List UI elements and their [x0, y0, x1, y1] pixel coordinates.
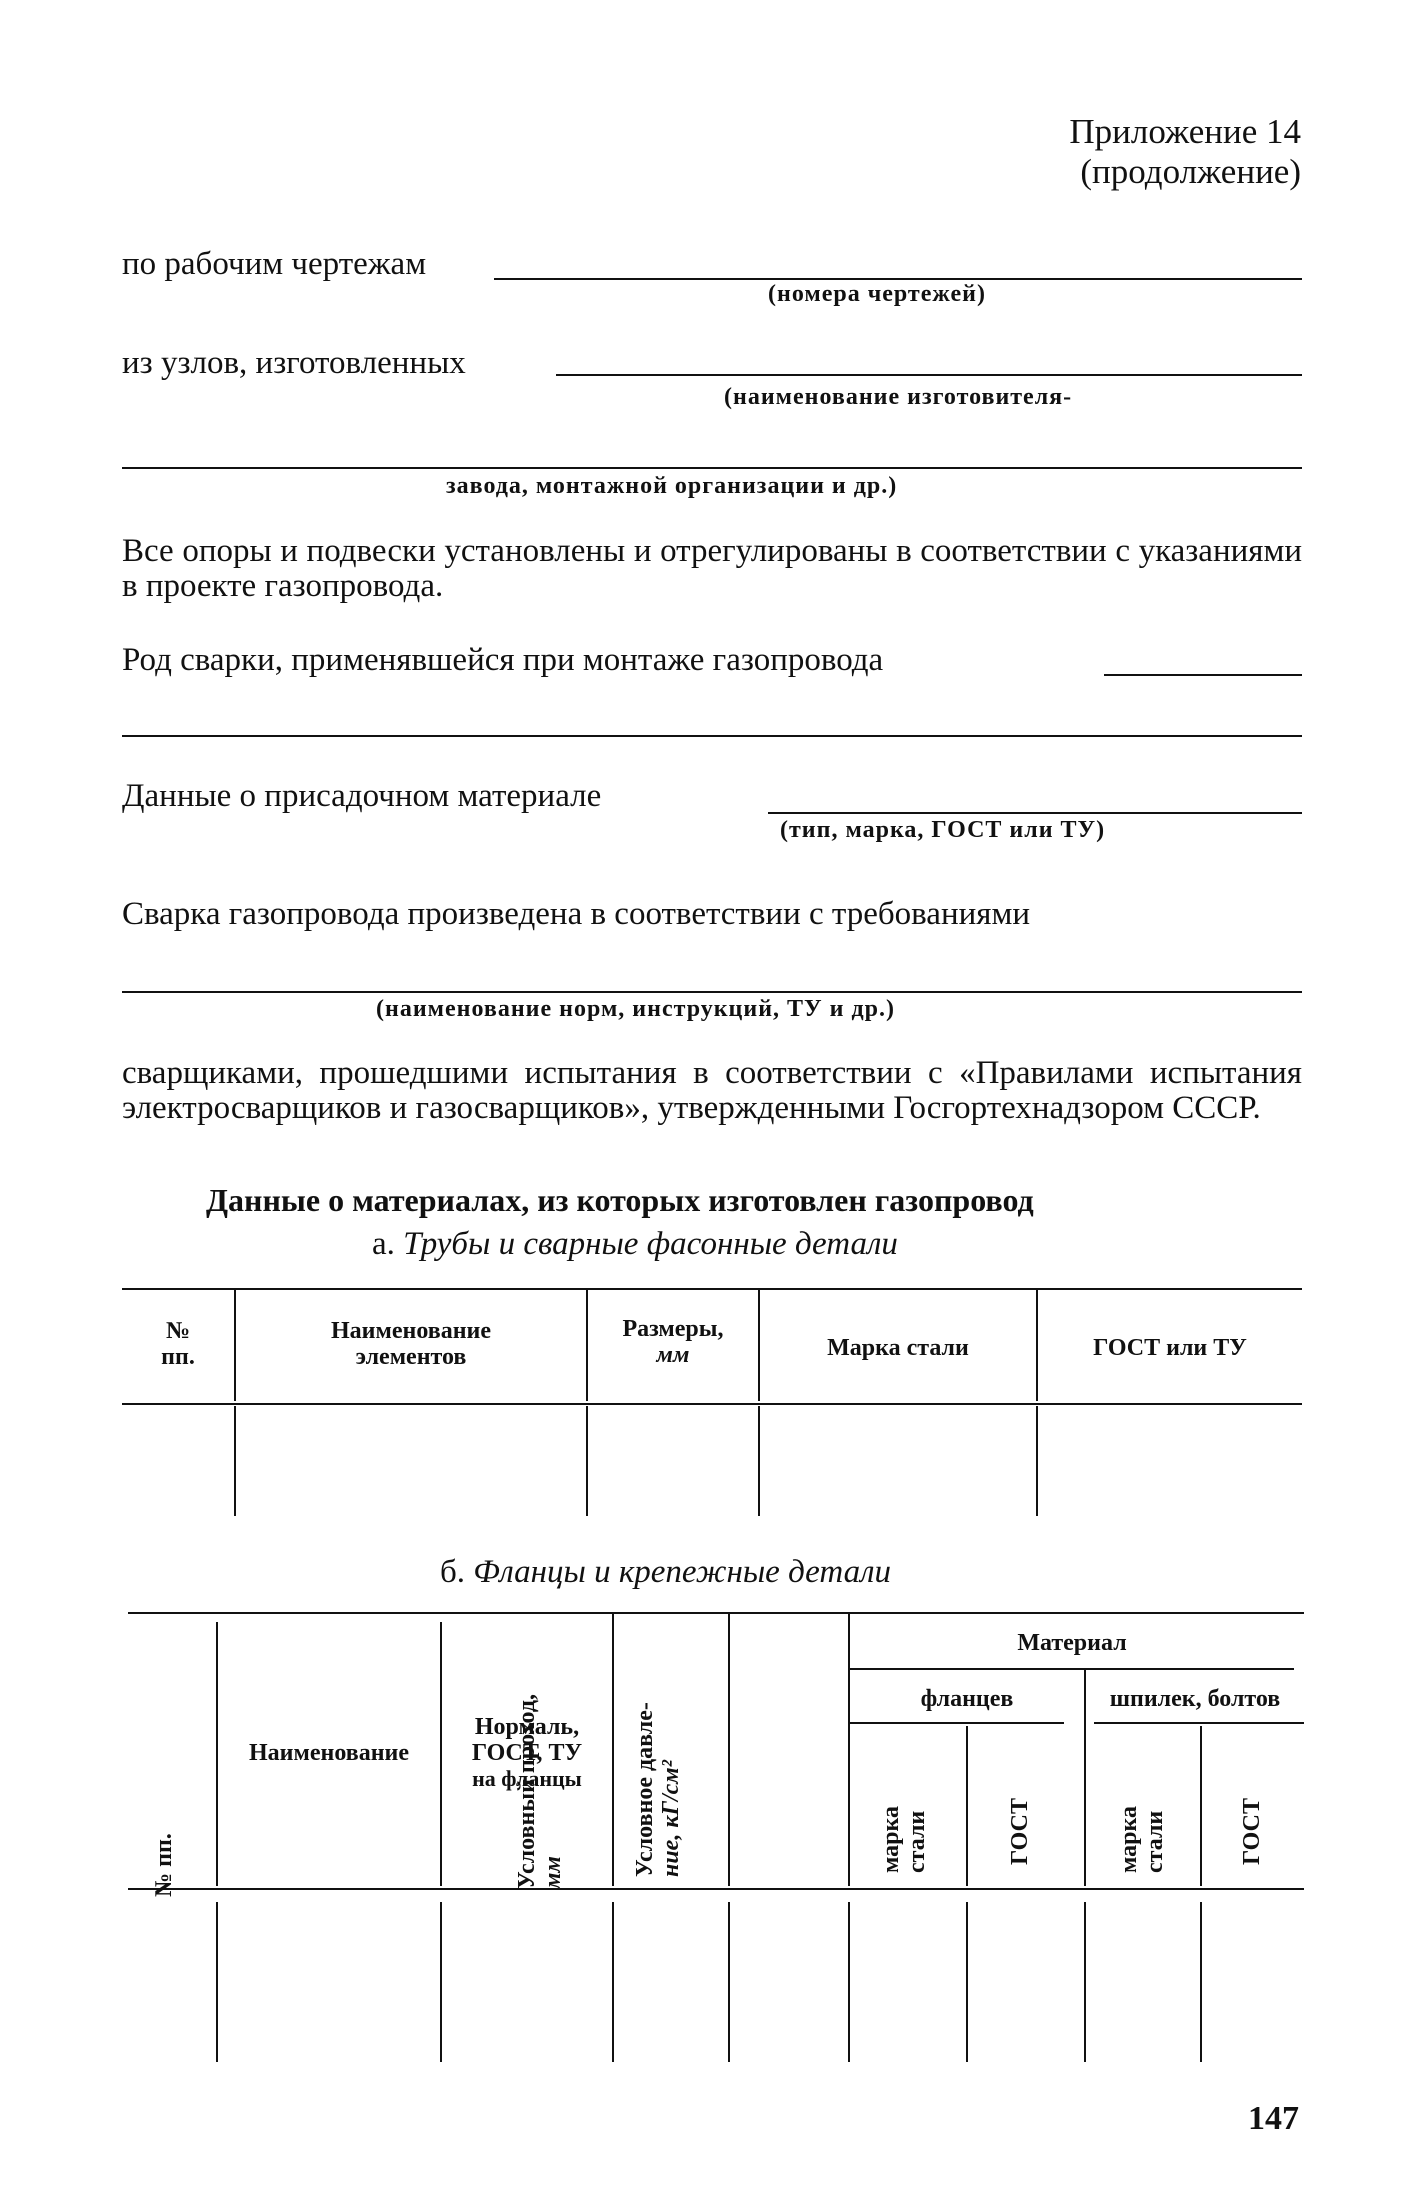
table-a-col-no-line1: №	[165, 1318, 191, 1344]
nodes-caption-1: (наименование изготовителя-	[724, 384, 1073, 410]
materials-title: Данные о материалах, из которых изготовлен газопровод	[206, 1182, 1034, 1218]
table-a-col-name-line1: Наименование	[331, 1318, 491, 1344]
nodes-caption-2: завода, монтажной организации и др.)	[446, 473, 898, 499]
welding-type-line-2	[122, 735, 1302, 737]
table-a-col-no-line2: пп.	[161, 1344, 195, 1370]
table-b-col-no: № пп.	[151, 1833, 177, 1897]
table-b-col-press-line1: Условное давле-	[632, 1702, 658, 1877]
table-b-col-norm-line1: Нормаль,	[474, 1714, 580, 1740]
table-b-header-rule	[128, 1888, 1304, 1890]
table-a-prefix: а.	[372, 1226, 404, 1262]
appendix-number: Приложение 14	[1069, 112, 1301, 151]
table-b-col-norm-line3: на фланцы	[472, 1766, 582, 1791]
table-b-flanges: фланцев	[920, 1686, 1014, 1712]
table-b-body-divider	[440, 1902, 442, 2062]
table-b-material: Материал	[1017, 1630, 1127, 1656]
table-b-col-press-line2: ние, кГ/см²	[658, 1760, 684, 1877]
table-b-flange-gost: ГОСТ	[1007, 1798, 1033, 1865]
table-b-stud-gost: ГОСТ	[1239, 1798, 1265, 1865]
filler-line	[768, 812, 1302, 814]
table-a-col-gost: ГОСТ или ТУ	[1093, 1335, 1247, 1361]
table-b-divider	[966, 1726, 968, 1886]
table-a-col-size	[588, 1316, 758, 1368]
table-b-caption	[440, 1554, 891, 1591]
table-b-flanges-rule	[850, 1722, 1064, 1724]
table-b-col-pass	[514, 1639, 570, 1889]
nodes-label: из узлов, изготовленных	[122, 345, 466, 381]
table-b-body-divider	[728, 1902, 730, 2062]
table-b-body-divider	[1200, 1902, 1202, 2062]
table-b-col-pass-line1: Условный проход,	[514, 1693, 540, 1889]
table-a-col-name-line2: элементов	[355, 1344, 467, 1370]
table-a-body-divider	[1036, 1406, 1038, 1516]
table-b-material-rule	[850, 1668, 1294, 1670]
table-b-stud-steel-line1: марка	[1116, 1806, 1142, 1873]
table-a-body-divider	[586, 1406, 588, 1516]
drawings-caption: (номера чертежей)	[768, 281, 986, 307]
table-b-stud-steel	[1116, 1763, 1172, 1873]
table-b-divider	[728, 1614, 730, 1886]
table-a-title: Трубы и сварные фасонные детали	[403, 1226, 898, 1262]
table-a-col-name	[236, 1318, 586, 1370]
table-b-divider	[1200, 1726, 1202, 1886]
filler-caption: (тип, марка, ГОСТ или ТУ)	[780, 817, 1106, 843]
table-a-body-divider	[758, 1406, 760, 1516]
table-b-studs-rule	[1094, 1722, 1304, 1724]
table-b-prefix: б.	[440, 1554, 474, 1590]
welding-type-label: Род сварки, применявшейся при монтаже газопровода	[122, 642, 884, 678]
table-b-body-divider	[848, 1902, 850, 2062]
welding-type-line	[1104, 674, 1302, 676]
table-b-col-name: Наименование	[249, 1740, 409, 1766]
table-a-col-size-unit: мм	[656, 1342, 690, 1368]
table-b-stud-steel-line2: стали	[1142, 1810, 1168, 1873]
table-b-col-pass-unit: мм	[540, 1856, 566, 1889]
table-b-flange-steel	[878, 1763, 934, 1873]
nodes-line	[556, 374, 1302, 376]
table-b-flange-steel-line1: марка	[878, 1806, 904, 1873]
table-b-studs: шпилек, болтов	[1109, 1686, 1281, 1712]
filler-label: Данные о присадочном материале	[122, 778, 602, 814]
welders-paragraph: сварщиками, прошедшими испытания в соответствии с «Правилами испытания электросварщиков и газосварщиков», утвержденными Госгортехнадзором СССР.	[122, 1055, 1302, 1126]
table-b-flange-steel-line2: стали	[904, 1810, 930, 1873]
norms-caption: (наименование норм, инструкций, ТУ и др.)	[376, 996, 895, 1022]
table-a-col-no	[122, 1318, 234, 1370]
supports-paragraph: Все опоры и подвески установлены и отрегулированы в соответствии с указаниями в проекте газопровода.	[122, 533, 1302, 604]
table-a-col-steel: Марка стали	[827, 1335, 969, 1361]
table-a-col-size-line1: Размеры,	[622, 1316, 724, 1342]
appendix-header	[1069, 112, 1301, 192]
table-b-col-norm-line2: ГОСТ, ТУ	[471, 1740, 583, 1766]
table-b-body-divider	[612, 1902, 614, 2062]
norms-label: Сварка газопровода произведена в соответствии с требованиями	[122, 896, 1030, 932]
table-b-top-rule	[128, 1612, 1304, 1614]
drawings-line	[494, 278, 1302, 280]
appendix-continued: (продолжение)	[1080, 152, 1301, 191]
table-a-header-rule	[122, 1403, 1302, 1405]
page-number: 147	[1248, 2100, 1299, 2137]
table-b-col-press	[632, 1627, 688, 1877]
table-a-body-divider	[234, 1406, 236, 1516]
table-b-title: Фланцы и крепежные детали	[473, 1554, 892, 1590]
table-a-top-rule	[122, 1288, 1302, 1290]
table-b-body-divider	[1084, 1902, 1086, 2062]
drawings-label: по рабочим чертежам	[122, 246, 427, 282]
table-b-divider	[612, 1614, 614, 1886]
table-b-body-divider	[966, 1902, 968, 2062]
norms-line	[122, 991, 1302, 993]
nodes-line-2	[122, 467, 1302, 469]
table-a-caption	[372, 1226, 898, 1263]
table-b-body-divider	[216, 1902, 218, 2062]
